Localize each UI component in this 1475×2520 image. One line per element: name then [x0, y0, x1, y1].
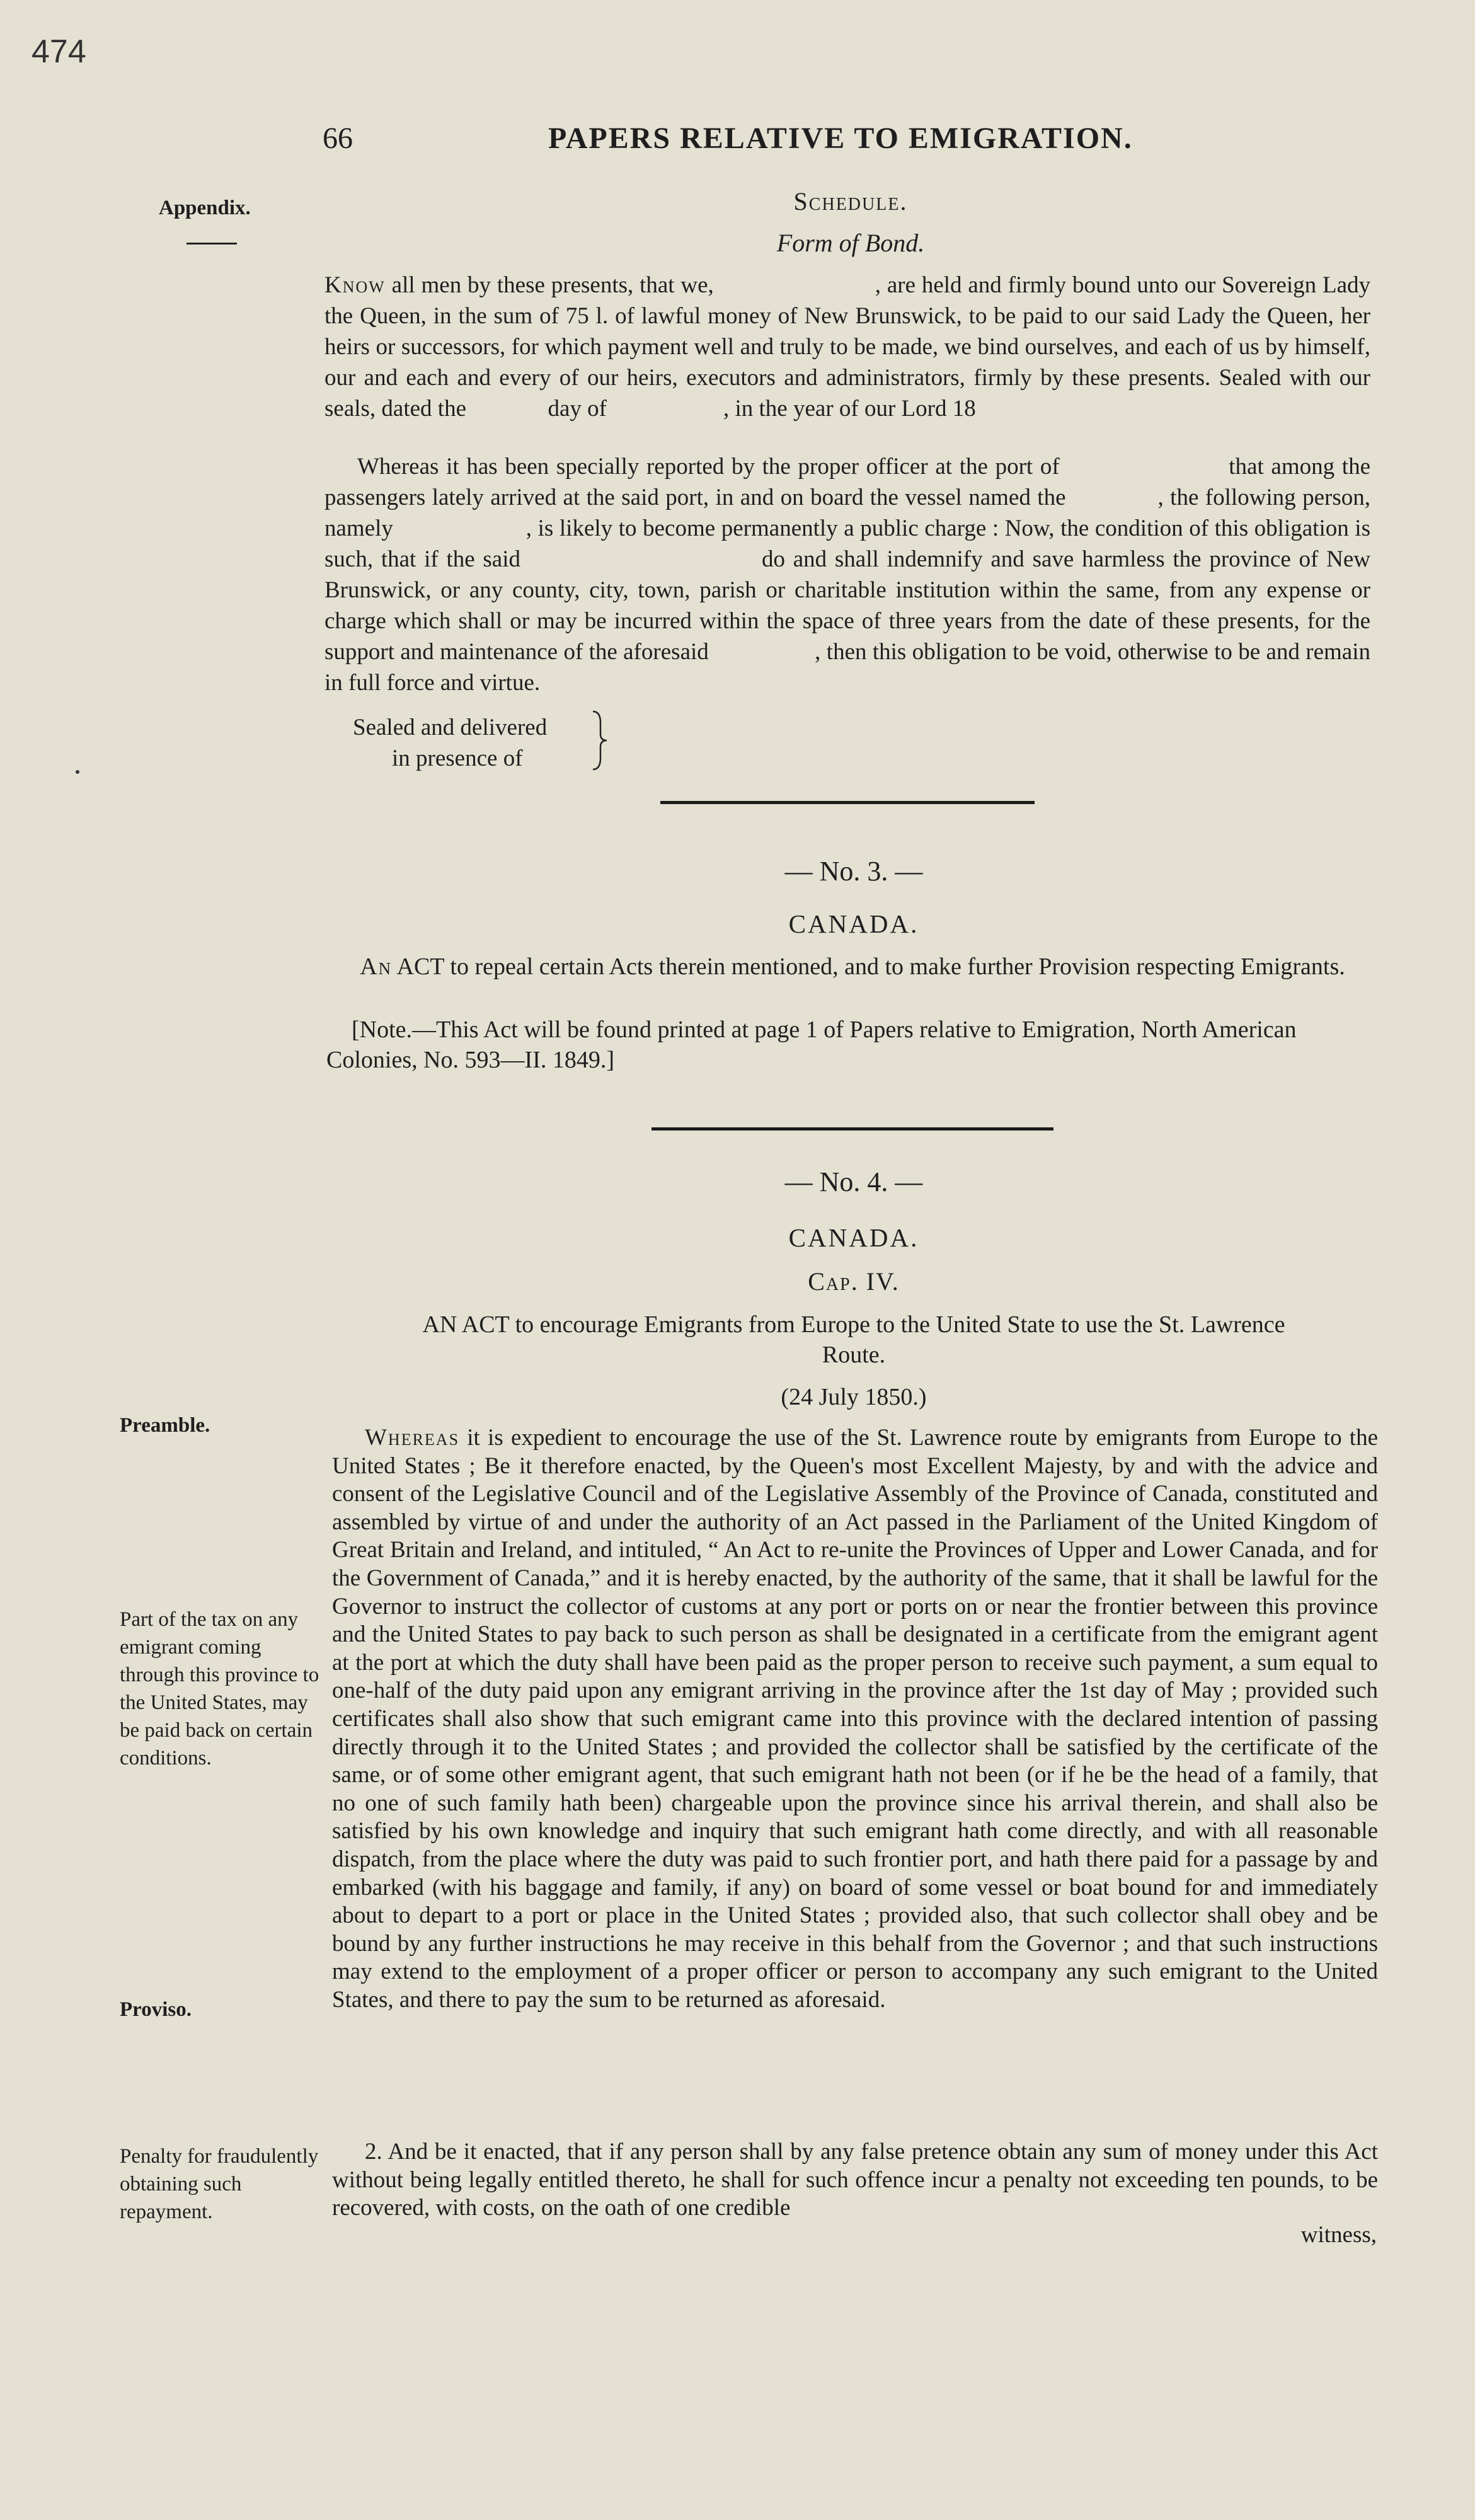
no4-act-title: AN ACT to encourage Emigrants from Europe to the United State to use the St. Lawrence Route.: [422, 1311, 1285, 1368]
bond-paragraph-1: [324, 270, 1377, 424]
no4-place: CANADA.: [788, 1223, 919, 1252]
form-of-bond-heading: Form of Bond.: [776, 229, 925, 257]
sidenote-appendix: Appendix.: [159, 197, 251, 219]
no3-note: [Note.—This Act will be found printed at page 1 of Papers relative to Emigration, North American Colonies, No. 593—II. 1849.]: [326, 1016, 1297, 1073]
no3-act-title: [326, 952, 1379, 982]
catchword: witness,: [1300, 2222, 1377, 2248]
sidenote-part-of-tax: Part of the tax on any emigrant coming through this province to the United States, may be paid back on certain conditions.: [120, 1608, 319, 1769]
sidenote-proviso: Proviso.: [120, 1998, 192, 2021]
no4-chapter: Cap. IV.: [808, 1267, 900, 1296]
preamble-text: it is expedient to encourage the use of the St. Lawrence route by emigrants from Europe to the United States ; Be it therefore enacted, by the Queen's most Excellent Majesty, by and with the advice and consent of the Legislative Council and of the Legislative Assembly of the Province of Canada, constituted and assembled by virtue of and under the authority of an Act passed in the Parliament of the United Kingdom of Great Britain and Ireland, and intituled, “ An Act to re-unite the Provinces of Upper and Lower Canada, and for the Government of Canada,” and it is hereby enacted, by the authority of the same, that it shall be lawful for the Governor to instruct the collector of customs at any port or ports on or near the frontier between this province and the United States to pay back to such person as shall be designated in a certificate from the emigrant agent at the port at which the duty shall have been paid as the proper person to receive such payment, a sum equal to one-half of the duty paid upon any emigrant arriving in the province after the 1st day of May ; provided such certificates shall also show that such emigrant came into this province with the declared intention of passing directly through it to the United States ; and provided the collector shall be satisfied by the certificate of the same, or of some other emigrant agent, that such emigrant hath not been (or if he be the head of a family, that no one of such family hath been) chargeable upon the province since his arrival therein, and shall also be satisfied by his own knowledge and inquiry that such emigrant hath come directly, and with all reasonable dispatch, from the place where the duty was paid to such frontier port, and hath there paid for a passage by and embarked (with his baggage and family, if any) on board of some vessel or boat bound for and immediately about to depart to a port or place in the United States ; provided also, that such collector shall obey and be bound by any further instructions he may receive in this behalf from the Governor ; and that such instructions may extend to the employment of a proper officer or person to accompany any such emigrant to the United States, and there to pay the sum to be returned as aforesaid.: [332, 1425, 1378, 2013]
section-rule-1: [660, 801, 1035, 804]
sidenote-preamble: Preamble.: [120, 1414, 210, 1437]
sealed-delivered-block: [353, 712, 547, 774]
sidenote-rule: [187, 243, 237, 245]
right-brace-icon: [590, 709, 609, 772]
sealed-line-2: in presence of: [392, 745, 523, 771]
no3-act-text: ACT to repeal certain Acts therein mentioned, and to make further Provision respecting Emigrants.: [396, 953, 1345, 980]
preamble-lead-word: Whereas: [365, 1425, 460, 1451]
bond-text-1: all men by these presents, that we, , are held and firmly bound unto our Sovereign Lady the Queen, in the sum of 75 l. of lawful money of New Brunswick, to be paid to our said Lady the Queen, her heirs or successors, for which payment well and truly to be made, we bind ourselves, and each of us by himself, our and each and every of our heirs, executors and administrators, firmly by these presents. Sealed with our seals, dated the day of , in the year of our Lord 18: [324, 272, 1377, 422]
sealed-line-1: Sealed and delivered: [353, 715, 548, 740]
folio-number: 474: [32, 33, 86, 70]
section-rule-2: [651, 1127, 1053, 1131]
no4-act-date: (24 July 1850.): [781, 1384, 927, 1410]
section-2-paragraph: 2. And be it enacted, that if any person shall by any false pretence obtain any sum of money under this Act without being legally entitled thereto, he shall for such offence incur a penalty not exceeding ten pounds, to be recovered, with costs, on the oath of one credible: [332, 2139, 1378, 2221]
preamble-paragraph: [332, 1424, 1378, 2014]
bond-lead-word: Know: [324, 272, 386, 298]
running-title: PAPERS RELATIVE TO EMIGRATION.: [548, 122, 1133, 155]
no3-act-lead: An: [360, 953, 393, 980]
schedule-heading: Schedule.: [793, 187, 908, 216]
stray-mark: [76, 770, 79, 774]
no4-heading: — No. 4. —: [784, 1166, 923, 1197]
bond-paragraph-2: Whereas it has been specially reported by the proper officer at the port of that among the passengers lately arrived at the said port, in and on board the vessel named the , the following person, namely , is likely to become permanently a public charge : Now, the condition of this obligation is such, that if the said do and shall indemnify and save harmless the province of New Brunswick, or any county, city, town, parish or charitable institution within the same, from any expense or charge which shall or may be incurred within the space of three years from the date of these presents, for the support and maintenance of the aforesaid , then this obligation to be void, otherwise to be and remain in full force and virtue.: [324, 454, 1377, 696]
page-number: 66: [323, 122, 353, 155]
no3-heading: — No. 3. —: [784, 856, 923, 887]
no3-place: CANADA.: [788, 909, 919, 938]
sidenote-penalty: Penalty for fraudulently obtaining such repayment.: [120, 2145, 319, 2223]
